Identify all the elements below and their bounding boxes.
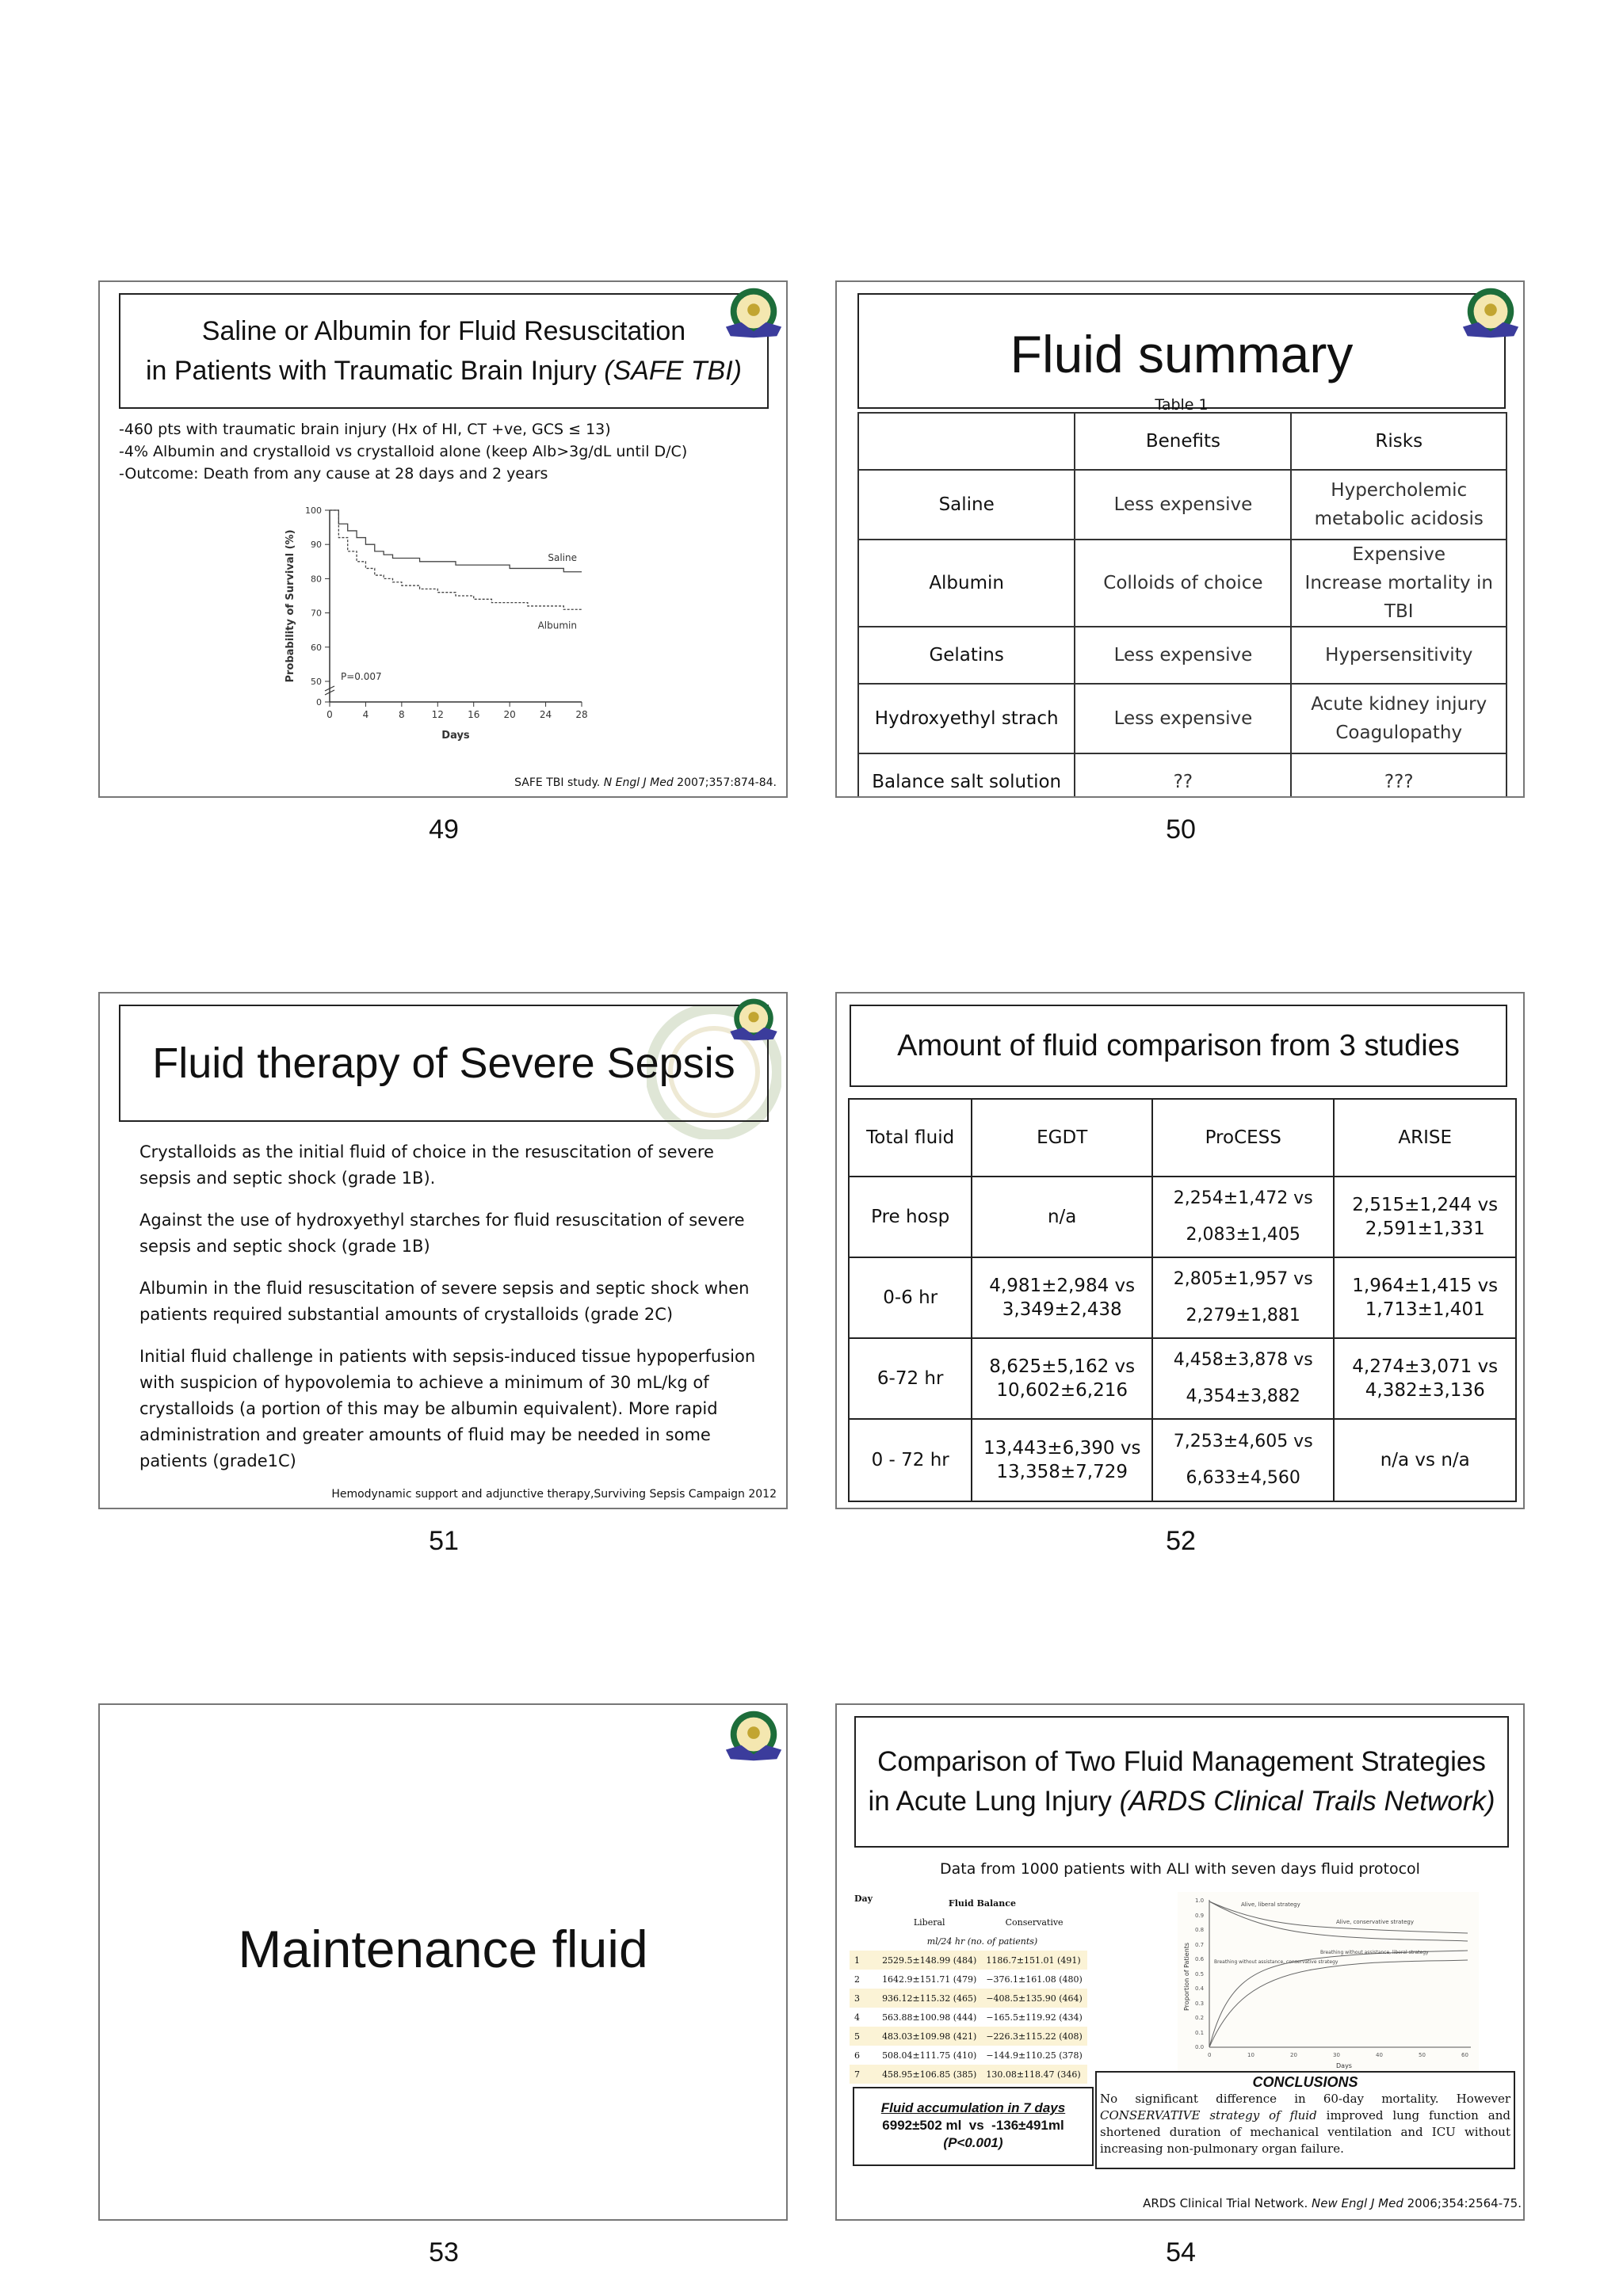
table-row: 4 563.88±100.98 (444) −165.5±119.92 (434): [854, 2012, 1083, 2023]
table-row: 0 - 72 hr 13,443±6,390 vs 13,358±7,729 7,253±4,605 vs 6,633±4,560 n/a vs n/a: [849, 1419, 1516, 1501]
fluid-balance-table: Day Fluid Balance Liberal Conservative ml/24 hr (no. of patients) 1 2529.5±148.99 (484) 1186.7±151.01 (491) 2 1642.9±151.71 (479) −376.1±161.08 (480) 3 936.12±115.32 (465) −408.5±135.90 (464) 4 563.88±100.98 (444) −165.5±119.92 (434) 5 483.03±109.98 (421) −226.3±115.22 (408) 6 508.04±111.75 (410) −144.9±110.25 (378) 7 458.95±106.85 (385) 130.08±118.47 (346): [850, 1894, 1087, 2084]
graph-label: Alive, liberal strategy: [1241, 1901, 1300, 1908]
subtitle: Data from 1000 patients with ALI with seven days fluid protocol: [940, 1860, 1420, 1878]
table-row: Hydroxyethyl strach Less expensive Acute kidney injury Coagulopathy: [858, 684, 1507, 753]
recommendation-item: Initial fluid challenge in patients with sepsis-induced tissue hypoperfusion with suspicion of hypovolemia to achieve a minimum of 30 mL/kg of crystalloids (a portion of this may be albumin equivalent). More rapid administration and greater amounts of fluid may be needed in some patients (grade1C): [139, 1347, 756, 1470]
graph-y-tick: 0.6: [1195, 1956, 1205, 1962]
x-tick-label: 8: [399, 709, 405, 720]
bullet-item: -Outcome: Death from any cause at 28 days and 2 years: [119, 465, 548, 482]
graph-y-tick: 0.4: [1195, 1985, 1205, 1992]
slide-title-box: [857, 293, 1506, 414]
recommendation-item: Albumin in the fluid resuscitation of severe sepsis and septic shock when patients required substantial amounts of crystalloids (grade 2C): [139, 1279, 750, 1324]
hospital-seal-icon: [1460, 282, 1522, 344]
table-row: Balance salt solution ?? ???: [858, 753, 1507, 798]
table-row: 1 2529.5±148.99 (484) 1186.7±151.01 (491): [850, 1951, 1087, 1970]
survival-line-saline: [330, 510, 582, 572]
graph-label: Breathing without assistance, conservative strategy: [1214, 1959, 1338, 1965]
page-number: 51: [429, 1526, 459, 1556]
recommendation-item: Against the use of hydroxyethyl starches for fluid resuscitation of severe sepsis and septic shock (grade 1B): [139, 1211, 745, 1256]
x-tick-label: 12: [431, 709, 444, 720]
source-citation: SAFE TBI study. N Engl J Med 2007;357:874-84.: [514, 776, 777, 789]
page-number: 49: [429, 814, 459, 845]
table-header: ProCESS: [1152, 1099, 1334, 1177]
series-label: Saline: [548, 551, 577, 563]
bullet-item: -460 pts with traumatic brain injury (Hx of HI, CT +ve, GCS ≤ 13): [119, 421, 611, 438]
table-header: EGDT: [972, 1099, 1152, 1177]
page-number: 50: [1166, 814, 1196, 845]
slide-title: Fluid therapy of Severe Sepsis: [152, 1039, 735, 1087]
bullet-list: [119, 418, 769, 485]
source-citation: ARDS Clinical Trial Network. New Engl J Med 2006;354:2564-75.: [1143, 2196, 1522, 2210]
page-number: 54: [1166, 2237, 1196, 2267]
p-value-annotation: P=0.007: [341, 671, 382, 682]
x-tick-label: 28: [575, 709, 588, 720]
table-row: 5 483.03±109.98 (421) −226.3±115.22 (408): [850, 2027, 1087, 2046]
table-header: [858, 413, 1075, 470]
slide-title: Saline or Albumin for Fluid Resuscitation in Patients with Traumatic Brain Injury (SAFE TBI): [145, 316, 743, 386]
x-tick-label: 20: [503, 709, 516, 720]
survival-line-albumin: [330, 510, 582, 609]
graph-y-tick: 1.0: [1195, 1897, 1205, 1904]
source-citation: Hemodynamic support and adjunctive therapy,Surviving Sepsis Campaign 2012: [331, 1488, 777, 1501]
fluid-comparison-table: [848, 1098, 1517, 1502]
slide-53: [98, 1703, 788, 2221]
graph-y-tick: 0.2: [1195, 2015, 1205, 2021]
slide-title: Comparison of Two Fluid Management Strategies in Acute Lung Injury (ARDS Clinical Trails Network): [868, 1746, 1495, 1817]
x-tick-label: 0: [327, 709, 333, 720]
slide-51: [98, 992, 788, 1509]
outcome-graph: [1178, 1892, 1479, 2071]
hospital-seal-icon: [727, 994, 780, 1046]
x-tick-label: 4: [362, 709, 369, 720]
recommendation-list: [139, 1139, 766, 1474]
table-row: 7 458.95±106.85 (385) 130.08±118.47 (346): [850, 2065, 1087, 2084]
graph-y-tick: 0.7: [1195, 1942, 1205, 1948]
y-tick-label: 80: [311, 574, 322, 585]
x-tick-label: 16: [468, 709, 480, 720]
series-label: Albumin: [537, 620, 577, 631]
slide-title: Fluid summary: [1010, 325, 1354, 383]
graph-label: Alive, conservative strategy: [1336, 1919, 1414, 1925]
table-row: 0-6 hr 4,981±2,984 vs 3,349±2,438 2,805±1,957 vs 2,279±1,881 1,964±1,415 vs 1,713±1,401: [849, 1257, 1516, 1338]
accumulation-values: 6992±502 ml vs -136±491ml: [882, 2118, 1064, 2133]
slide-title-box: [119, 1005, 769, 1122]
x-tick-label: 24: [539, 709, 552, 720]
graph-y-tick: 0.0: [1195, 2044, 1205, 2050]
y-tick-label: 70: [311, 608, 322, 619]
page-number: 52: [1166, 1526, 1196, 1556]
graph-x-tick: 10: [1247, 2052, 1254, 2058]
y-axis-label: Probability of Survival (%): [285, 529, 296, 683]
conclusions-title: CONCLUSIONS: [1252, 2074, 1358, 2090]
survival-chart: [276, 491, 609, 745]
table-row: 3 936.12±115.32 (465) −408.5±135.90 (464): [850, 1989, 1087, 2008]
slide-50: [835, 280, 1525, 798]
table-row: Albumin Colloids of choice Expensive Increase mortality in TBI: [858, 540, 1507, 627]
conclusions-box: [1095, 2071, 1515, 2169]
graph-x-tick: 30: [1333, 2052, 1340, 2058]
graph-x-tick: 0: [1208, 2052, 1212, 2058]
table-caption: Table 1: [1155, 396, 1209, 414]
slide-54: [835, 1703, 1525, 2221]
slide-title-box: [119, 293, 769, 409]
slide-49: [98, 280, 788, 798]
graph-x-label: Days: [1336, 2062, 1352, 2069]
graph-y-label: Proportion of Patients: [1183, 1942, 1190, 2011]
graph-y-tick: 0.8: [1195, 1927, 1205, 1933]
slide-title: Amount of fluid comparison from 3 studies: [897, 1028, 1460, 1062]
table-row: 6 508.04±111.75 (410) −144.9±110.25 (378): [854, 2050, 1083, 2061]
slide-52: [835, 992, 1525, 1509]
table-row: Saline Less expensive Hypercholemic metabolic acidosis: [858, 470, 1507, 540]
y-tick-label: 100: [305, 505, 322, 516]
graph-y-tick: 0.3: [1195, 2000, 1205, 2007]
graph-x-tick: 50: [1419, 2052, 1426, 2058]
graph-y-tick: 0.9: [1195, 1913, 1205, 1919]
slide-title: Maintenance fluid: [238, 1920, 648, 1978]
slide-title-box: [850, 1005, 1507, 1087]
table-header: Total fluid: [849, 1099, 972, 1177]
table-header: Risks: [1291, 413, 1507, 470]
accumulation-p-value: (P<0.001): [943, 2135, 1003, 2150]
table-header: Benefits: [1075, 413, 1291, 470]
accumulation-title: Fluid accumulation in 7 days: [880, 2100, 1066, 2115]
graph-y-tick: 0.5: [1195, 1971, 1205, 1978]
fluid-summary-table: [857, 412, 1507, 798]
y-tick-label: 50: [311, 677, 322, 687]
y-tick-label: 0: [316, 697, 322, 707]
graph-x-tick: 60: [1461, 2052, 1468, 2058]
table-header: ARISE: [1334, 1099, 1516, 1177]
y-tick-label: 90: [311, 540, 322, 551]
graph-x-tick: 20: [1290, 2052, 1297, 2058]
hospital-seal-icon: [723, 1705, 785, 1767]
hospital-seal-icon: [723, 282, 785, 344]
conclusions-text: No significant difference in 60-day mortality. However CONSERVATIVE strategy of fluid improved lung function and shortened duration of mechanical ventilation and ICU without increasing non-pulmonary organ failure.: [1100, 2092, 1510, 2156]
recommendation-item: Crystalloids as the initial fluid of choice in the resuscitation of severe sepsis and septic shock (grade 1B).: [139, 1142, 714, 1188]
graph-x-tick: 40: [1376, 2052, 1383, 2058]
graph-y-tick: 0.1: [1195, 2030, 1205, 2036]
table-row: Gelatins Less expensive Hypersensitivity: [858, 627, 1507, 684]
table-row: 6-72 hr 8,625±5,162 vs 10,602±6,216 4,458±3,878 vs 4,354±3,882 4,274±3,071 vs 4,382±3,136: [849, 1338, 1516, 1419]
bullet-item: -4% Albumin and crystalloid vs crystalloid alone (keep Alb>3g/dL until D/C): [119, 443, 688, 460]
graph-label: Breathing without assistance, liberal strategy: [1320, 1950, 1429, 1955]
x-axis-label: Days: [441, 730, 470, 742]
table-row: 2 1642.9±151.71 (479) −376.1±161.08 (480): [854, 1974, 1083, 1985]
page-number: 53: [429, 2237, 459, 2267]
slide-title-box: [854, 1716, 1509, 1848]
y-tick-label: 60: [311, 642, 322, 653]
table-row: Pre hosp n/a 2,254±1,472 vs 2,083±1,405 2,515±1,244 vs 2,591±1,331: [849, 1177, 1516, 1257]
fluid-accumulation-box: [853, 2087, 1094, 2166]
